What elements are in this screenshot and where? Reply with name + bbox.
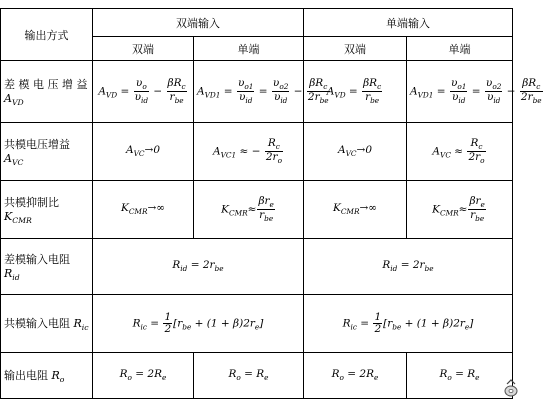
row-label-common-input-r bbox=[1, 295, 93, 353]
cmrr-double-double: $K_{CMR}\to\infty$ bbox=[93, 181, 194, 239]
header-double-input: 双端输入 bbox=[93, 9, 304, 37]
common-gain-double-double: $A_{VC}\to 0$ bbox=[93, 123, 194, 181]
diff-gain-label-text: 差 模 电 压 增 益 bbox=[4, 77, 88, 91]
diff-gain-double-double: $A_{VD}$ = $\frac{\upsilon_o}{\upsilon_{id}}$ − $\frac{\beta R_c}{r_{be}}$ bbox=[93, 61, 194, 123]
row-label-cmrr bbox=[1, 181, 93, 239]
subheader-single-output-1: 单端 bbox=[194, 37, 304, 61]
diff-gain-single-double: $A_{VD}$ = $\frac{\beta R_c}{r_{be}}$ bbox=[304, 61, 407, 123]
diff-input-r-single: $R_{id} = 2r_{be}$ bbox=[304, 239, 513, 295]
cmrr-single-single: $K_{CMR}\approx$ $\frac{\beta r_e}{r_{be}}$ bbox=[407, 181, 513, 239]
subheader-single-output-2: 单端 bbox=[407, 37, 513, 61]
output-r-single-double: $R_o = 2R_e$ bbox=[304, 353, 407, 399]
common-gain-double-single: $A_{VC1}$ ≈ − $\frac{R_c}{2r_o}$ bbox=[194, 123, 304, 181]
differential-amplifier-table bbox=[0, 8, 542, 399]
cmrr-single-double: $K_{CMR}\to\infty$ bbox=[304, 181, 407, 239]
cd-disc-icon bbox=[504, 378, 518, 398]
output-r-double-single: $R_o = R_e$ bbox=[194, 353, 304, 399]
row-label-common-gain bbox=[1, 123, 93, 181]
diff-input-r-label-text: 差模输入电阻 bbox=[4, 252, 70, 266]
common-input-r-label-sub: ic bbox=[81, 323, 89, 333]
cmrr-label-sub: CMR bbox=[12, 216, 32, 226]
diff-gain-label-symbol: A bbox=[4, 91, 12, 105]
subheader-double-output-1: 双端 bbox=[93, 37, 194, 61]
cmrr-double-single: $K_{CMR}\approx$ $\frac{\beta r_e}{r_{be}}$ bbox=[194, 181, 304, 239]
output-r-label-text: 输出电阻 bbox=[4, 368, 48, 382]
row-label-diff-gain bbox=[1, 61, 93, 123]
common-gain-single-double: $A_{VC}\to 0$ bbox=[304, 123, 407, 181]
diff-input-r-label-sub: id bbox=[12, 273, 20, 283]
subheader-double-output-2: 双端 bbox=[304, 37, 407, 61]
diff-gain-single-single: $A_{VD1}$ = $\frac{\upsilon_{o1}}{\upsilon_{id}}$ = $\frac{\upsilon_{o2}}{\upsilon_{id}}$ − $\frac{\beta R_c}{2r_{be}}$ bbox=[407, 61, 513, 123]
common-gain-label-sub: VC bbox=[11, 158, 24, 168]
diff-gain-double-single: $A_{VD1}$ = $\frac{\upsilon_{o1}}{\upsilon_{id}}$ = $\frac{\upsilon_{o2}}{\upsilon_{id}}$ − $\frac{\beta R_c}{2r_{be}}$ bbox=[194, 61, 304, 123]
row-label-output-r bbox=[1, 353, 93, 399]
common-input-r-label-text: 共模输入电阻 bbox=[4, 316, 70, 330]
common-input-r-label-symbol: R bbox=[73, 316, 82, 330]
common-gain-label-symbol: A bbox=[4, 151, 12, 165]
common-input-r-single: $R_{ic}$ = $\frac{1}{2}$ $[r_{be} + (1 + \beta)2r_e]$ bbox=[304, 295, 513, 353]
header-single-input: 单端输入 bbox=[304, 9, 513, 37]
cmrr-label-symbol: K bbox=[4, 209, 13, 223]
output-r-label-symbol: R bbox=[51, 368, 60, 382]
output-r-double-double: $R_o = 2R_e$ bbox=[93, 353, 194, 399]
common-gain-single-single: $A_{VC}$ ≈ $\frac{R_c}{2r_o}$ bbox=[407, 123, 513, 181]
common-input-r-double: $R_{ic}$ = $\frac{1}{2}$ $[r_{be} + (1 + \beta)2r_e]$ bbox=[93, 295, 304, 353]
cmrr-label-text: 共模抑制比 bbox=[4, 195, 59, 209]
diff-gain-label-sub: VD bbox=[11, 98, 24, 108]
common-gain-label-text: 共模电压增益 bbox=[4, 137, 70, 151]
header-output-mode: 输出方式 bbox=[1, 9, 93, 61]
output-r-single-single: $R_o = R_e$ bbox=[407, 353, 513, 399]
diff-input-r-double: $R_{id} = 2r_{be}$ bbox=[93, 239, 304, 295]
diff-input-r-label-symbol: R bbox=[4, 266, 13, 280]
output-r-label-sub: o bbox=[59, 375, 65, 385]
row-label-diff-input-r bbox=[1, 239, 93, 295]
